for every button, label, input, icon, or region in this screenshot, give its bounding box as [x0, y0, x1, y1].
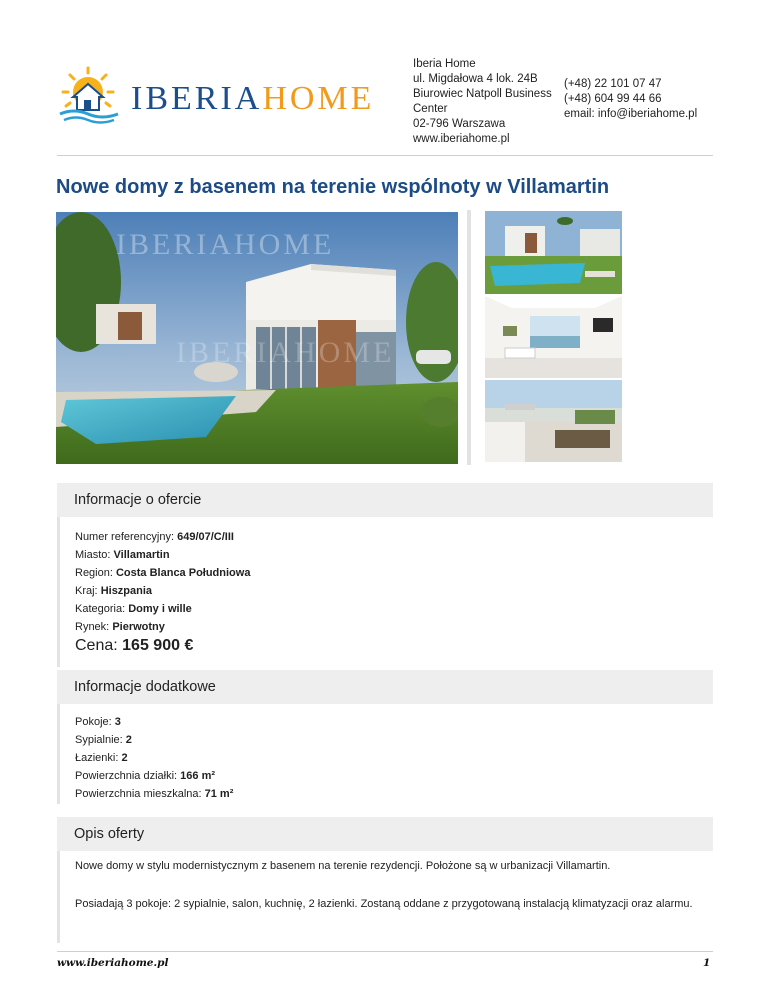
description-paragraph: Posiadają 3 pokoje: 2 sypialnie, salon, kuchnię, 2 łazienki. Zostaną oddane z przygotowaną instalacją klimatyzacji oraz alarmu.: [75, 898, 693, 910]
company-line: Center: [413, 103, 448, 115]
phone-1[interactable]: (+48) 22 101 07 47: [564, 78, 662, 90]
company-website-link[interactable]: www.iberiahome.pl: [413, 133, 510, 145]
section-header-description: [57, 817, 713, 851]
page-number: 1: [703, 957, 711, 969]
detail-bathrooms: Łazienki: 2: [75, 752, 128, 764]
detail-bedrooms: Sypialnie: 2: [75, 734, 132, 746]
company-line: Biurowiec Natpoll Business: [413, 88, 552, 100]
company-line: ul. Migdałowa 4 lok. 24B: [413, 73, 538, 85]
detail-plot-area: Powierzchnia działki: 166 m²: [75, 770, 216, 782]
company-address: [413, 57, 552, 147]
photo-watermark: IBERIAHOME: [116, 228, 335, 261]
additional-details: [57, 704, 713, 804]
detail-region: Region: Costa Blanca Południowa: [75, 567, 251, 579]
phone-2[interactable]: (+48) 604 99 44 66: [564, 93, 662, 105]
detail-city: Miasto: Villamartin: [75, 549, 170, 561]
gallery-thumbnail-interior[interactable]: [485, 296, 622, 378]
footer-website-link[interactable]: www.iberiahome.pl: [57, 957, 169, 969]
section-header-additional: [57, 670, 713, 704]
logo-wordmark: IBERIAHOME: [131, 80, 375, 117]
company-line: Iberia Home: [413, 58, 476, 70]
detail-market: Rynek: Pierwotny: [75, 621, 165, 633]
gallery-divider: [467, 210, 471, 465]
sun-house-icon: [56, 66, 126, 124]
section-title: Informacje o ofercie: [74, 492, 202, 508]
section-title: Opis oferty: [74, 826, 145, 842]
detail-category: Kategoria: Domy i wille: [75, 603, 192, 615]
detail-reference: Numer referencyjny: 649/07/C/III: [75, 531, 234, 543]
section-title: Informacje dodatkowe: [74, 679, 216, 695]
detail-rooms: Pokoje: 3: [75, 716, 121, 728]
description-body: [57, 851, 713, 943]
gallery-thumbnail-pool[interactable]: [485, 211, 622, 294]
detail-living-area: Powierzchnia mieszkalna: 71 m²: [75, 788, 234, 800]
company-logo: [56, 66, 375, 124]
header-divider: [57, 155, 713, 156]
main-property-photo[interactable]: [56, 212, 458, 464]
price: Cena: 165 900 €: [75, 637, 194, 654]
company-line: 02-796 Warszawa: [413, 118, 506, 130]
company-contact: [564, 77, 697, 122]
description-paragraph: Nowe domy w stylu modernistycznym z basenem na terenie rezydencji. Położone są w urbanizacji Villamartin.: [75, 860, 611, 872]
photo-watermark: IBERIAHOME: [176, 336, 395, 369]
detail-country: Kraj: Hiszpania: [75, 585, 153, 597]
page-title: Nowe domy z basenem na terenie wspólnoty w Villamartin: [56, 176, 610, 198]
footer-divider: [57, 951, 713, 952]
offer-details: [57, 517, 713, 667]
email-link[interactable]: email: info@iberiahome.pl: [564, 108, 698, 120]
gallery-thumbnail-terrace[interactable]: [485, 380, 622, 462]
section-header-offer: [57, 483, 713, 517]
